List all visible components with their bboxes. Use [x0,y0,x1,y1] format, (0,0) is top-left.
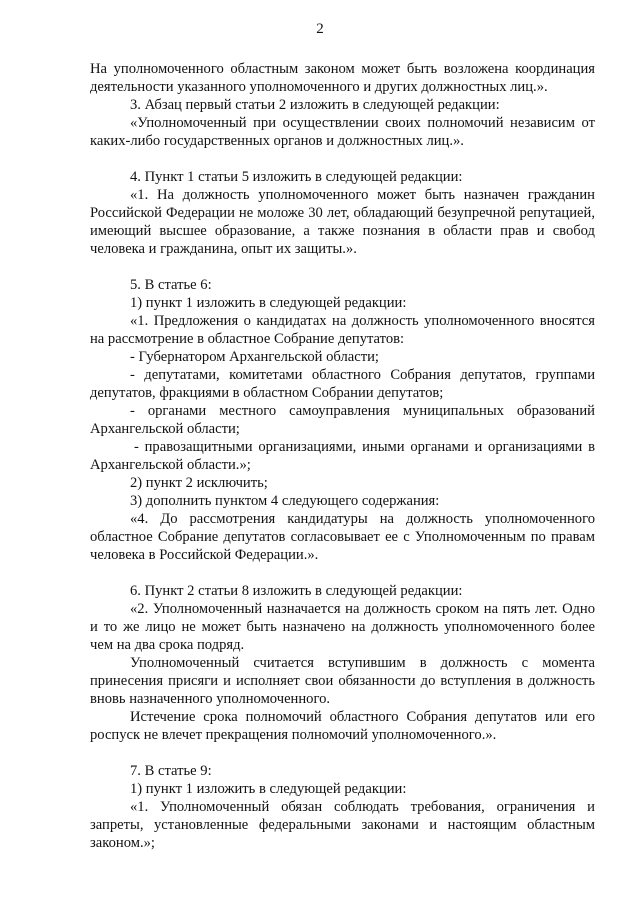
paragraph: 2) пункт 2 исключить; [130,475,268,491]
paragraph: 1) пункт 1 изложить в следующей редакции: [130,781,407,797]
paragraph: 5. В статье 6: [130,277,212,293]
paragraph: Уполномоченный считается вступившим в должность с момента принесения присяги и исполняет свои обязанности до вступления в должность вновь назначенного уполномоченного. [90,655,595,707]
paragraph: 3) дополнить пунктом 4 следующего содержания: [130,493,440,509]
paragraph: На уполномоченного областным законом может быть возложена координация деятельности указанного уполномоченного и других должностных лиц.». [90,61,595,95]
list-item: - органами местного самоуправления муниципальных образований Архангельской области; [90,403,595,437]
paragraph: 1) пункт 1 изложить в следующей редакции: [130,295,407,311]
paragraph: 6. Пункт 2 статьи 8 изложить в следующей редакции: [130,583,463,599]
paragraph: Истечение срока полномочий областного Собрания депутатов или его роспуск не влечет прекращения полномочий уполномоченного.». [90,709,595,743]
paragraph: «2. Уполномоченный назначается на должность сроком на пять лет. Одно и то же лицо не может быть назначено на должность уполномоченного более чем на два срока подряд. [90,601,595,653]
paragraph: «1. Предложения о кандидатах на должность уполномоченного вносятся на рассмотрение в областное Собрание депутатов: [90,313,595,347]
paragraph: «4. До рассмотрения кандидатуры на должность уполномоченного областное Собрание депутатов согласовывает ее с Уполномоченным по правам человека в Российской Федерации.». [90,511,595,563]
paragraph: 7. В статье 9: [130,763,212,779]
paragraph: «1. Уполномоченный обязан соблюдать требования, ограничения и запреты, установленные федеральными законами и настоящим областным законом.»; [90,799,595,851]
list-item: - Губернатором Архангельской области; [130,349,379,365]
paragraph: 4. Пункт 1 статьи 5 изложить в следующей редакции: [130,169,463,185]
paragraph: «Уполномоченный при осуществлении своих полномочий независим от каких-либо государственных органов и должностных лиц.». [90,115,595,149]
document-body [90,60,595,852]
page-number: 2 [316,21,324,37]
paragraph: 3. Абзац первый статьи 2 изложить в следующей редакции: [130,97,500,113]
paragraph: «1. На должность уполномоченного может быть назначен гражданин Российской Федерации не моложе 30 лет, обладающий безупречной репутацией, имеющий высшее образование, а также познания в области прав и свобод человека и гражданина, опыт их защиты.». [90,187,595,257]
list-item: - депутатами, комитетами областного Собрания депутатов, группами депутатов, фракциями в областном Собрании депутатов; [90,367,595,401]
list-item: - правозащитными организациями, иными органами и организациями в Архангельской области.»; [90,439,595,473]
